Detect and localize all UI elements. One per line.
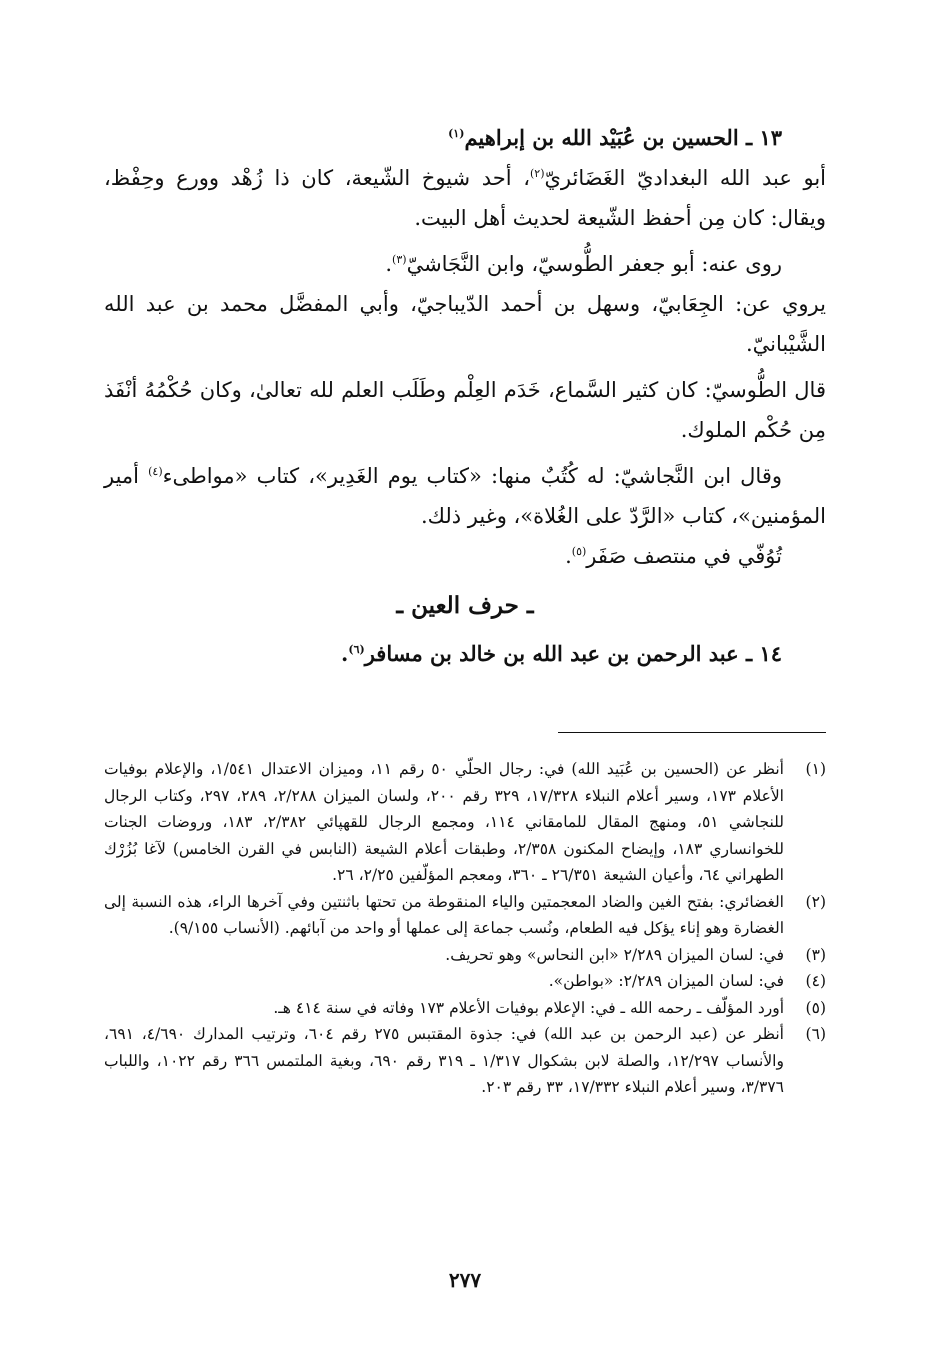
footnote-3: [104, 942, 826, 969]
entry-13-tusi-quote: قال الطُّوسيّ: كان كثير السَّماع، خَدَم العِلْم وطَلَب العلم لله تعالىٰ، وكان حُكْمُهُ أنْفَذ مِن حُكْم الملوك.: [104, 378, 826, 442]
entry-13-death: تُوُفّي في منتصف صَفَر$^{(٥)}$.: [565, 544, 782, 568]
footnote-1: [104, 756, 826, 889]
footnote-4: [104, 968, 826, 995]
footnote-text: في: لسان الميزان ٢/٢٨٩ «ابن النحاس» وهو تحريف.: [445, 945, 784, 964]
footnote-ref-4[interactable]: (٤): [148, 465, 163, 478]
entry-14-title: ١٤ ـ عبد الرحمن بن عبد الله بن خالد بن مسافر$^{(٦)}$.: [341, 641, 782, 666]
footnote-2: [104, 889, 826, 942]
footnote-text: أنظر عن (عبد الرحمن بن عبد الله) في: جذوة المقتبس ٢٧٥ رقم ٦٠٤، وترتيب المدارك ٤/٦٩٠، ٦٩١، والأنساب ١٢/٢٩٧، والصلة لابن بشكوال ١/٣١٧ ـ ٣١٩ رقم ٦٩٠، وبغية الملتمس ٣٦٦ رقم ١٠٢٢، واللباب ٣/٣٧٦، وسير أعلام النبلاء ١٧/٣٣٢، ٣٣ رقم ٢٠٣.: [104, 1025, 784, 1096]
footnote-ref-2[interactable]: (٢): [529, 167, 545, 180]
footnotes: [104, 756, 826, 1101]
entry-13-bio: أبو عبد الله البغداديّ الغَضَائريّ$^{(٢)}$، أحد شيوخ الشّيعة، كان ذا زُهْد وورع وحِفْظ، ويقال: كان مِن أحفظ الشّيعة لحديث أهل البيت.: [104, 166, 826, 230]
footnote-6: [104, 1021, 826, 1101]
footnote-text: الغضائري: بفتح الغين والضاد المعجمتين والياء المنقوطة من تحتها باثنتين وفي آخرها الراء، هذه النسبة إلى الغضارة وهو إناء يؤكل فيه الطعام، ونُسب جماعة إلى عملها أو واحد من آبائهم. (الأنساب ٩/١٥٥).: [104, 892, 784, 937]
footnote-number: (٦): [805, 1025, 826, 1043]
footnote-separator: [558, 732, 826, 733]
entry-13-narrates-from: يروي عن: الجِعَابيّ، وسهل بن أحمد الدّيباجيّ، وأبي المفضَّل محمد بن عبد الله الشَّيْبانيّ.: [104, 292, 826, 356]
footnote-number: (٢): [805, 892, 826, 911]
footnote-5: [104, 995, 826, 1022]
page-number: ٢٧٧: [448, 1268, 482, 1292]
footnote-number: (٥): [805, 998, 826, 1017]
footnote-ref-6[interactable]: (٦): [348, 643, 365, 656]
main-text: [104, 118, 826, 674]
footnote-number: (٣): [805, 945, 826, 964]
book-page: [104, 0, 826, 1372]
footnote-number: (١): [805, 760, 826, 778]
footnote-text: أورد المؤلّف ـ رحمه الله ـ في: الإعلام بوفيات الأعلام ١٧٣ وفاته في سنة ٤١٤ هـ.: [273, 998, 784, 1017]
footnote-number: (٤): [805, 972, 826, 990]
entry-13-narrated-by: روى عنه: أبو جعفر الطُّوسيّ، وابن النَّجَاشيّ$^{(٣)}$.: [385, 252, 782, 276]
footnote-text: في: لسان الميزان ٢/٢٨٩: «بواطن».: [548, 972, 784, 990]
section-heading-ain: ـ حرف العين ـ: [396, 592, 534, 619]
entry-13-title: ١٣ ـ الحسين بن عُبَيْد الله بن إبراهيم$^{(١)}$: [448, 125, 782, 150]
footnote-text: أنظر عن (الحسين بن عُبَيد الله) في: رجال الحلّي ٥٠ رقم ١١، وميزان الاعتدال ١/٥٤١، والإعلام بوفيات الأعلام ١٧٣، وسير أعلام النبلاء ١٧/٣٢٨، ٣٢٩ رقم ٢٠٠، ولسان الميزان ٢/٢٨٨، ٢٨٩، ٢٩٧، وكتاب الرجال للنجاشي ٥١، ومنهج المقال للمامقاني ١١٤، ومجمع الرجال للقهپائي ٢/٣٨٢، ١٨٣، وروضات الجنات للخوانساري ١٨٣، وإيضاح المكنون ٢/٣٥٨، وطبقات أعلام الشيعة (النابس في القرن الخامس) لآغا بُزُرْك الطهراني ٦٤، وأعيان الشيعة ٢٦/٣٥١ ـ ٣٦٠، ومعجم المؤلّفين ٢/٢٥، ٢٦.: [104, 760, 785, 884]
entry-13-najashi-quote: وقال ابن النَّجاشيّ: له كُتُبٌ منها: «كتاب يوم الغَدِير»، كتاب «مواطىء$^{(٤)}$ أمير المؤمنين»، كتاب «الرَّدّ على الغُلاة»، وغير ذلك.: [104, 464, 826, 528]
footnote-ref-5[interactable]: (٥): [571, 545, 587, 558]
footnote-ref-3[interactable]: (٣): [392, 253, 407, 266]
footnote-ref-1[interactable]: (١): [448, 127, 465, 140]
